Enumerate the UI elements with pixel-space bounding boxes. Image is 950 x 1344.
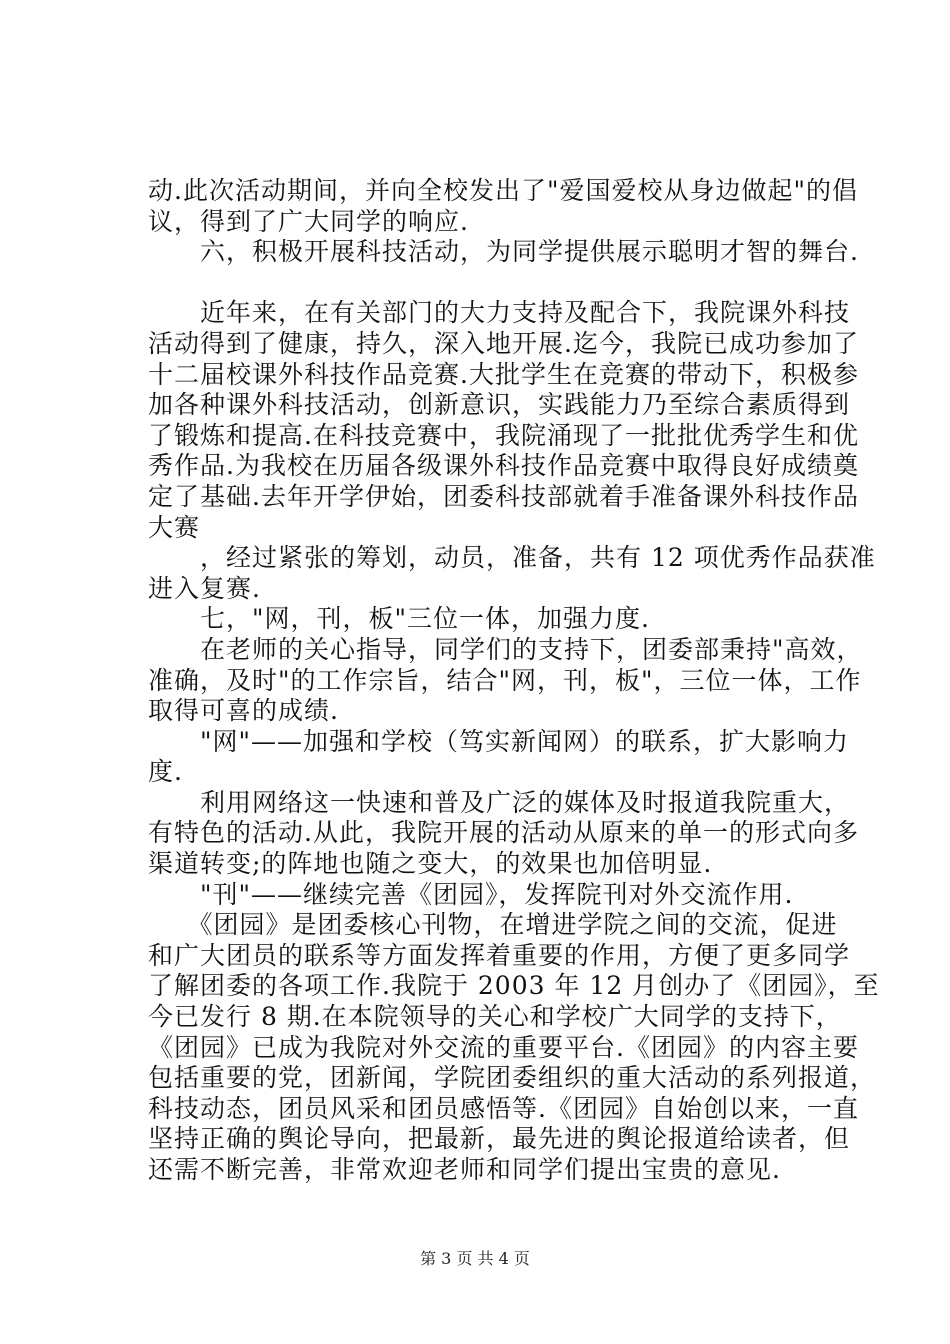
text-line: 度. <box>148 757 183 787</box>
text-line: 了锻炼和提高.在科技竞赛中，我院涌现了一批批优秀学生和优 <box>148 420 859 450</box>
text-line: 《团园》是团委核心刊物，在增进学院之间的交流，促进 <box>148 910 838 940</box>
text-line: 取得可喜的成绩. <box>148 696 339 726</box>
text-line: 还需不断完善，非常欢迎老师和同学们提出宝贵的意见. <box>148 1155 781 1184</box>
text-line: 十二届校课外科技作品竞赛.大批学生在竞赛的带动下，积极参 <box>148 359 859 389</box>
text-line: 活动得到了健康，持久，深入地开展.迄今，我院已成功参加了 <box>148 328 859 358</box>
text-line: 了解团委的各项工作.我院于 2003 年 12 月创办了《团园》，至 <box>148 971 880 1001</box>
text-line: 议，得到了广大同学的响应. <box>148 206 469 236</box>
text-line: 科技动态，团员风采和团员感悟等.《团园》自始创以来，一直 <box>148 1093 859 1123</box>
text-line: 准确，及时"的工作宗旨，结合"网，刊，板"，三位一体，工作 <box>148 665 862 695</box>
text-line: 和广大团员的联系等方面发挥着重要的作用，方便了更多同学 <box>148 940 851 970</box>
text-line: 坚持正确的舆论导向，把最新，最先进的舆论报道给读者，但 <box>148 1124 851 1154</box>
text-line: 加各种课外科技活动，创新意识，实践能力乃至综合素质得到 <box>148 390 851 420</box>
text-line: 在老师的关心指导，同学们的支持下，团委部秉持"高效， <box>148 634 863 664</box>
text-line: "刊"——继续完善《团园》，发挥院刊对外交流作用. <box>148 879 794 909</box>
text-line: ，经过紧张的筹划，动员，准备，共有 12 项优秀作品获准 <box>148 543 876 573</box>
text-line: 今已发行 8 期.在本院领导的关心和学校广大同学的支持下， <box>148 1002 842 1032</box>
document-body <box>148 176 880 1186</box>
text-line: 有特色的活动.从此，我院开展的活动从原来的单一的形式向多 <box>148 818 859 848</box>
text-line: 进入复赛. <box>148 573 261 603</box>
text-line: 《团园》已成为我院对外交流的重要平台.《团园》的内容主要 <box>148 1032 859 1062</box>
text-line: 动.此次活动期间，并向全校发出了"爱国爱校从身边做起"的倡 <box>148 176 858 205</box>
text-line: 定了基础.去年开学伊始，团委科技部就着手准备课外科技作品 <box>148 481 859 511</box>
text-line: 秀作品.为我校在历届各级课外科技作品竞赛中取得良好成绩奠 <box>148 451 859 481</box>
page-number-footer: 第 3 页 共 4 页 <box>420 1249 530 1268</box>
text-line: 渠道转变;的阵地也随之变大，的效果也加倍明显. <box>148 849 713 879</box>
text-line: 近年来，在有关部门的大力支持及配合下，我院课外科技 <box>148 298 851 328</box>
text-line: 利用网络这一快速和普及广泛的媒体及时报道我院重大， <box>148 787 851 817</box>
text-line: 大赛 <box>148 512 201 542</box>
section-heading: 六，积极开展科技活动，为同学提供展示聪明才智的舞台. <box>148 237 859 267</box>
text-line: "网"——加强和学校（笃实新闻网）的联系，扩大影响力 <box>148 726 850 756</box>
text-line: 包括重要的党，团新闻，学院团委组织的重大活动的系列报道， <box>148 1063 877 1093</box>
section-heading: 七，"网，刊，板"三位一体，加强力度. <box>148 604 650 634</box>
